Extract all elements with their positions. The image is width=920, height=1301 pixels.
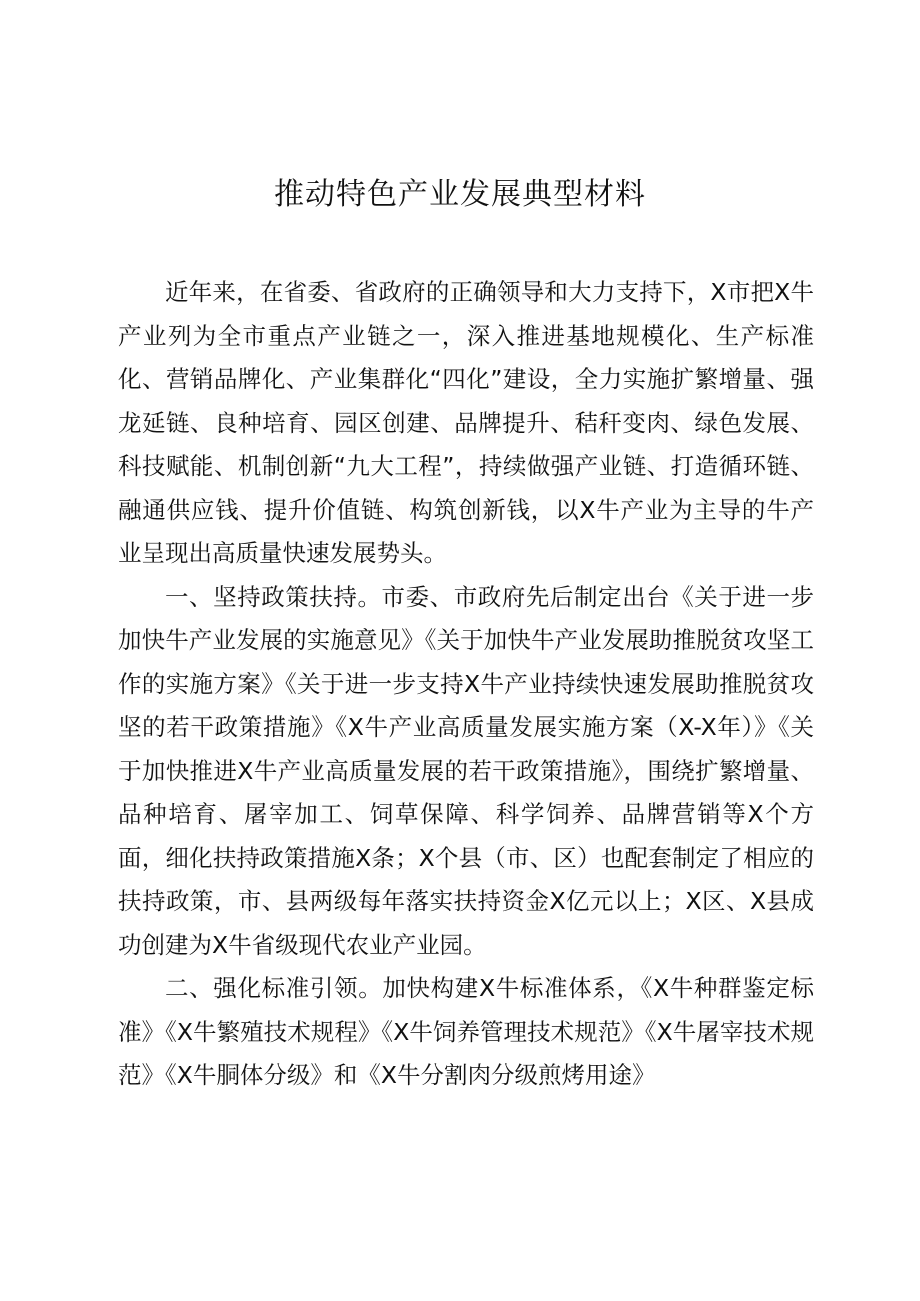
paragraph-policy-support: 一、坚持政策扶持。市委、市政府先后制定出台《关于进一步加快牛产业发展的实施意见》《关于加快牛产业发展助推脱贫攻坚工作的实施方案》《关于进一步支持X牛产业持续快速发展助推脱贫攻坚的若干政策措施》《X牛产业高质量发展实施方案（X-X年）》《关于加快推进X牛产业高质量发展的若干政策措施》，围绕扩繁增量、品种培育、屠宰加工、饲草保障、科学饲养、品牌营销等X个方面，细化扶持政策措施X条；X个县（市、区）也配套制定了相应的扶持政策，市、县两级每年落实扶持资金X亿元以上；X区、X县成功创建为X牛省级现代农业产业园。 [118, 582, 814, 959]
document-title: 推动特色产业发展典型材料 [274, 177, 646, 212]
paragraph-standard-guidance: 二、强化标准引领。加快构建X牛标准体系，《X牛种群鉴定标准》《X牛繁殖技术规程》《X牛饲养管理技术规范》《X牛屠宰技术规范》《X牛胴体分级》和《X牛分割肉分级煎烤用途》 [118, 974, 814, 1089]
document-body [118, 271, 814, 1098]
paragraph-intro: 近年来，在省委、省政府的正确领导和大力支持下，X市把X牛产业列为全市重点产业链之一，深入推进基地规模化、生产标准化、营销品牌化、产业集群化“四化”建设，全力实施扩繁增量、强龙延链、良种培育、园区创建、品牌提升、秸秆变肉、绿色发展、科技赋能、机制创新“九大工程”，持续做强产业链、打造循环链、融通供应钱、提升价值链、构筑创新钱，以X牛产业为主导的牛产业呈现出高质量快速发展势头。 [118, 278, 814, 567]
